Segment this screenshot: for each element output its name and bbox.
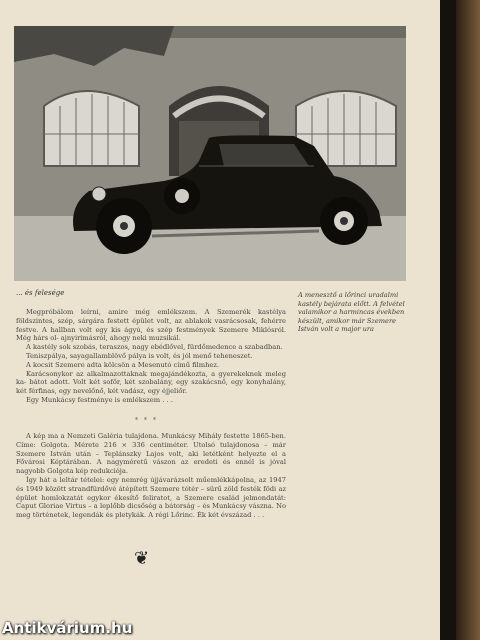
photo-caption: ... és felesége <box>16 289 65 297</box>
book-edge <box>456 0 480 640</box>
ornament-icon: ❦ <box>134 548 150 569</box>
paragraph: A kocsit Szemere adta kölcsön a Mesenutó című filmhez. <box>26 360 220 369</box>
body-section-2 <box>16 432 286 520</box>
paragraph: A kép ma a Nemzeti Galéria tulajdona. Munkácsy Mihály festette 1865-ben. Címe: Golgota. Mérete 216 × 336 centiméter. Utolsó tulajdonosa – már Szemere István után – Teplánszky Lajos volt, aki letétként helyezte el a Fővárosi Képtárában. A nagyméretű vászon az eredeti és ennél is jóval nagyobb Golgota kép redukciója. <box>16 432 286 476</box>
paragraph: Így hát a leltár tételei: egy nemrég újjávarázsolt műemlékkápolna, az 1947 és 1949 között strandfürdővé átépített Szemere tótér – sürű zöld festék födi az épület homlokzatát egykor ékesítő feliratot, a Szemere család jelmondatát: Caput Gloriae Virtus – a leplőbb dicsőség a bátorság – és Munkácsy vászna. No meg történetek, legendák és pletykák. A régi Lőrinc. Ék két évszázad . . . <box>16 475 286 520</box>
section-separator: * * * <box>135 417 158 424</box>
watermark: Antikvárium.hu <box>2 619 133 637</box>
paragraph: Karácsonykor az alkalmazottaknak megajándékozta, a gyerekeknek meleg ka- bátot adott. Volt két sofőr, két szobalány, egy szakácsnő, egy konyhalány, két férfinas, egy nevelőnő, két vadász, egy éjjeliőr. <box>16 369 286 396</box>
vintage-car-photo <box>14 26 406 281</box>
paragraph: Megpróbálom leírni, amire még emlékszem. A Szemerék kastélya földszintes, szép, sárgára festett épület volt, az ablakok vasrácsosak, fehérre festve. A hallban volt egy kis ágyú, és szép festmények Szemere Miklósról. Még hárs ol- ajnyirimásról, ahogy neki muzsikál. <box>16 308 286 343</box>
paragraph: A kastély sok szobás, teraszos, nagy ebédlővel, fürdőmedence a szabadban. <box>26 343 283 352</box>
body-section-1 <box>16 308 286 405</box>
paragraph: Egy Munkácsy festménye is emlékszem . . . <box>26 395 173 404</box>
side-note: A menesztő a lőrinci uradalmi kastély bejárata előtt. A felvétel valamikor a harmincas években készült, amikor már Szemere István volt a major ura <box>298 291 405 334</box>
paragraph: Teniszpálya, sayagallamblövő pálya is volt, és jól menő teheneszet. <box>26 351 253 360</box>
book-binding <box>440 0 456 640</box>
